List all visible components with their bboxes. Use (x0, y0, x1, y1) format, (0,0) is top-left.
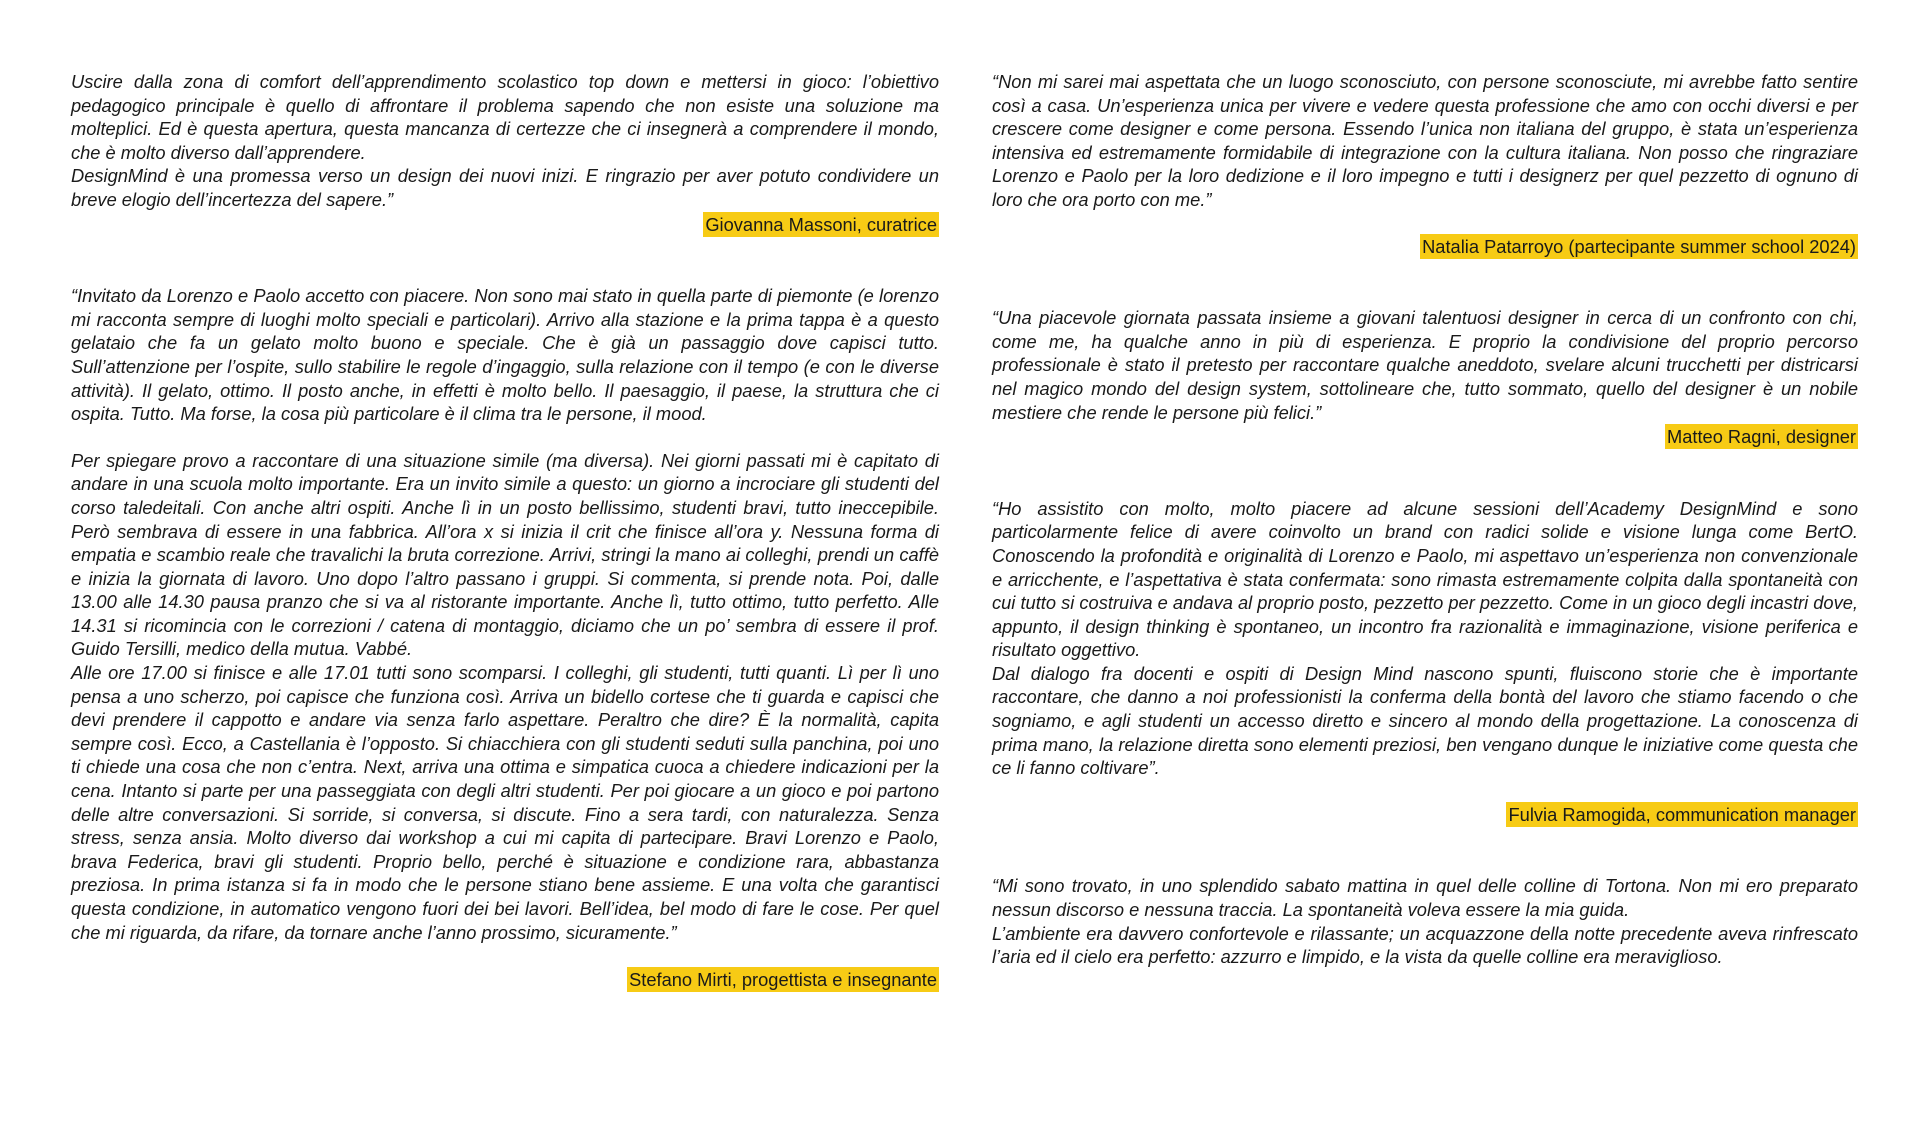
author-ragni (992, 424, 1858, 451)
author-mirti (71, 967, 939, 994)
author-label: Fulvia Ramogida, communication manager (1508, 803, 1856, 825)
right-column (992, 70, 1858, 969)
author-label: Matteo Ragni, designer (1666, 426, 1856, 448)
testimonial-mirti-part2: Per spiegare provo a raccontare di una situazione simile (ma diversa). Nei giorni passati mi è capitato di andare in una scuola molto importante. Era un invito simile a questo: un giorno a incrociare gli studenti del corso taledeitali. Con anche altri ospiti. Anche lì in un posto bellissimo, studenti bravi, tutto ineccepibile. Però sembrava di essere in una fabbrica. All’ora x si inizia il crit che finisce all’ora y. Nessuna forma di empatia e scambio reale che travalichi la bruta correzione. Arrivi, stringi la mano ai colleghi, prendi un caffè e inizia la giornata di lavoro. Uno dopo l’altro passano i gruppi. Si commenta, si prende nota. Poi, dalle 13.00 alle 14.30 pausa pranzo che si va al ristorante importante. Anche lì, tutto ottimo, tutto perfetto. Alle 14.31 si ricomincia con le correzioni / catena di montaggio, diciamo che un po’ sembra di essere il prof. Guido Tersilli, medico della mutua. Vabbé. Alle ore 17.00 si finisce e alle 17.01 tutti sono scomparsi. I colleghi, gli studenti, tutti quanti. Lì per lì uno pensa a uno scherzo, poi capisce che funziona così. Arriva un bidello cortese che ti guarda e capisci che devi prendere il cappotto e andare via senza farlo aspettare. Peraltro che dire? È la normalità, capita sempre così. Ecco, a Castellania è l’opposto. Si chiacchiera con gli studenti seduti sulla panchina, poi uno ti chiede una cosa che non c’entra. Next, arriva una ottima e simpatica cuoca a chiedere indicazioni per la cena. Intanto si parte per una passeggiata con degli altri studenti. Per poi giocare a un gioco e poi partono delle altre conversazioni. Si sorride, si conversa, si discute. Fino a sera tardi, con naturalezza. Senza stress, senza ansia. Molto diverso dai workshop a cui mi capita di partecipare. Bravi Lorenzo e Paolo, brava Federica, bravi gli studenti. Proprio bello, perché è situazione e condizione rara, abbastanza preziosa. In prima istanza si fa in modo che le persone stiano bene assieme. E una volta che garantisci questa condizione, in automatico vengono fuori dei bei lavori. Bell’idea, bel modo di fare le cose. Per quel che mi riguarda, da rifare, da tornare anche l’anno prossimo, sicuramente.” (71, 449, 939, 943)
author-label: Giovanna Massoni, curatrice (705, 213, 937, 235)
author-massoni (71, 212, 939, 239)
author-ramogida (992, 802, 1858, 829)
testimonial-massoni: Uscire dalla zona di comfort dell’apprendimento scolastico top down e mettersi in gioco: l’obiettivo pedagogico principale è quello di affrontare il problema sapendo che non esiste una soluzione ma molteplici. Ed è questa apertura, questa mancanza di certezze che ci insegnerà a comprendere il mondo, che è molto diverso dall’apprendere. DesignMind è una promessa verso un design dei nuovi inizi. E ringrazio per aver potuto condividere un breve elogio dell’incertezza del sapere.” (71, 71, 939, 210)
author-label: Natalia Patarroyo (partecipante summer school 2024) (1422, 235, 1856, 257)
testimonial-ramogida: “Ho assistito con molto, molto piacere ad alcune sessioni dell’Academy DesignMind e sono particolarmente felice di avere coinvolto un brand con radici solide e visione lunga come BertO. Conoscendo la profondità e originalità di Lorenzo e Paolo, mi aspettavo un’esperienza non convenzionale e arricchente, e l’aspettativa è stata confermata: sono rimasta estremamente colpita dalla spontaneità con cui tutto si costruiva e andava al proprio posto, pezzetto per pezzetto. Come in un gioco degli incastri dove, appunto, il design thinking è spontaneo, un incontro fra razionalità e immaginazione, visione periferica e risultato oggettivo. Dal dialogo fra docenti e ospiti di Design Mind nascono spunti, fluiscono storie che è importante raccontare, che danno a noi professionisti la conferma della bontà del lavoro che stiamo facendo o che sogniamo, e agli studenti un accesso diretto e sincero al mondo della progettazione. La conoscenza di prima mano, la relazione diretta sono elementi preziosi, ben vengano dunque le iniziative come questa che ce li fanno coltivare”. (992, 497, 1858, 779)
testimonial-anonymous: “Mi sono trovato, in uno splendido sabato mattina in quel delle colline di Tortona. Non mi ero preparato nessun discorso e nessuna traccia. La spontaneità voleva essere la mia guida. L’ambiente era davvero confortevole e rilassante; un acquazzone della notte precedente aveva rinfrescato l’aria ed il cielo era perfetto: azzurro e limpido, e la vista da quelle colline era meraviglioso. (992, 875, 1858, 968)
testimonial-patarroyo: “Non mi sarei mai aspettata che un luogo sconosciuto, con persone sconosciute, mi avrebbe fatto sentire così a casa. Un’esperienza unica per vivere e vedere questa professione che amo con occhi diversi e per crescere come designer e come persona. Essendo l’unica non italiana del gruppo, è stata un’esperienza intensiva ed estremamente formidabile di integrazione con la cultura italiana. Non posso che ringraziare Lorenzo e Paolo per la loro dedizione e il loro impegno e tutti i designerz per quel pezzetto di ognuno di loro che ora porto con me.” (992, 71, 1858, 210)
testimonial-mirti-part1: “Invitato da Lorenzo e Paolo accetto con piacere. Non sono mai stato in quella parte di piemonte (e lorenzo mi racconta sempre di luoghi molto speciali e particolari). Arrivo alla stazione e la prima tappa è a questo gelataio che fa un gelato molto buono e speciale. Che è già un passaggio dove capisci tutto. Sull’attenzione per l’ospite, sullo stabilire le regole d’ingaggio, sulla relazione con il tempo (e con le diverse attività). Il gelato, ottimo. Il posto anche, in effetti è molto bello. Il paesaggio, il paese, la struttura che ci ospita. Tutto. Ma forse, la cosa più particolare è il clima tra le persone, il mood. (71, 285, 939, 425)
testimonial-ragni: “Una piacevole giornata passata insieme a giovani talentuosi designer in cerca di un confronto con chi, come me, ha qualche anno in più di esperienza. E proprio la condivisione del proprio percorso professionale è stato il pretesto per raccontare qualche aneddoto, svelare alcuni trucchetti per districarsi nel magico mondo del design system, sottolineare che, tutto sommato, quello del designer è un nobile mestiere che rende le persone più felici.” (992, 307, 1858, 423)
left-column (71, 70, 939, 994)
author-patarroyo (992, 234, 1858, 261)
author-label: Stefano Mirti, progettista e insegnante (629, 969, 937, 991)
